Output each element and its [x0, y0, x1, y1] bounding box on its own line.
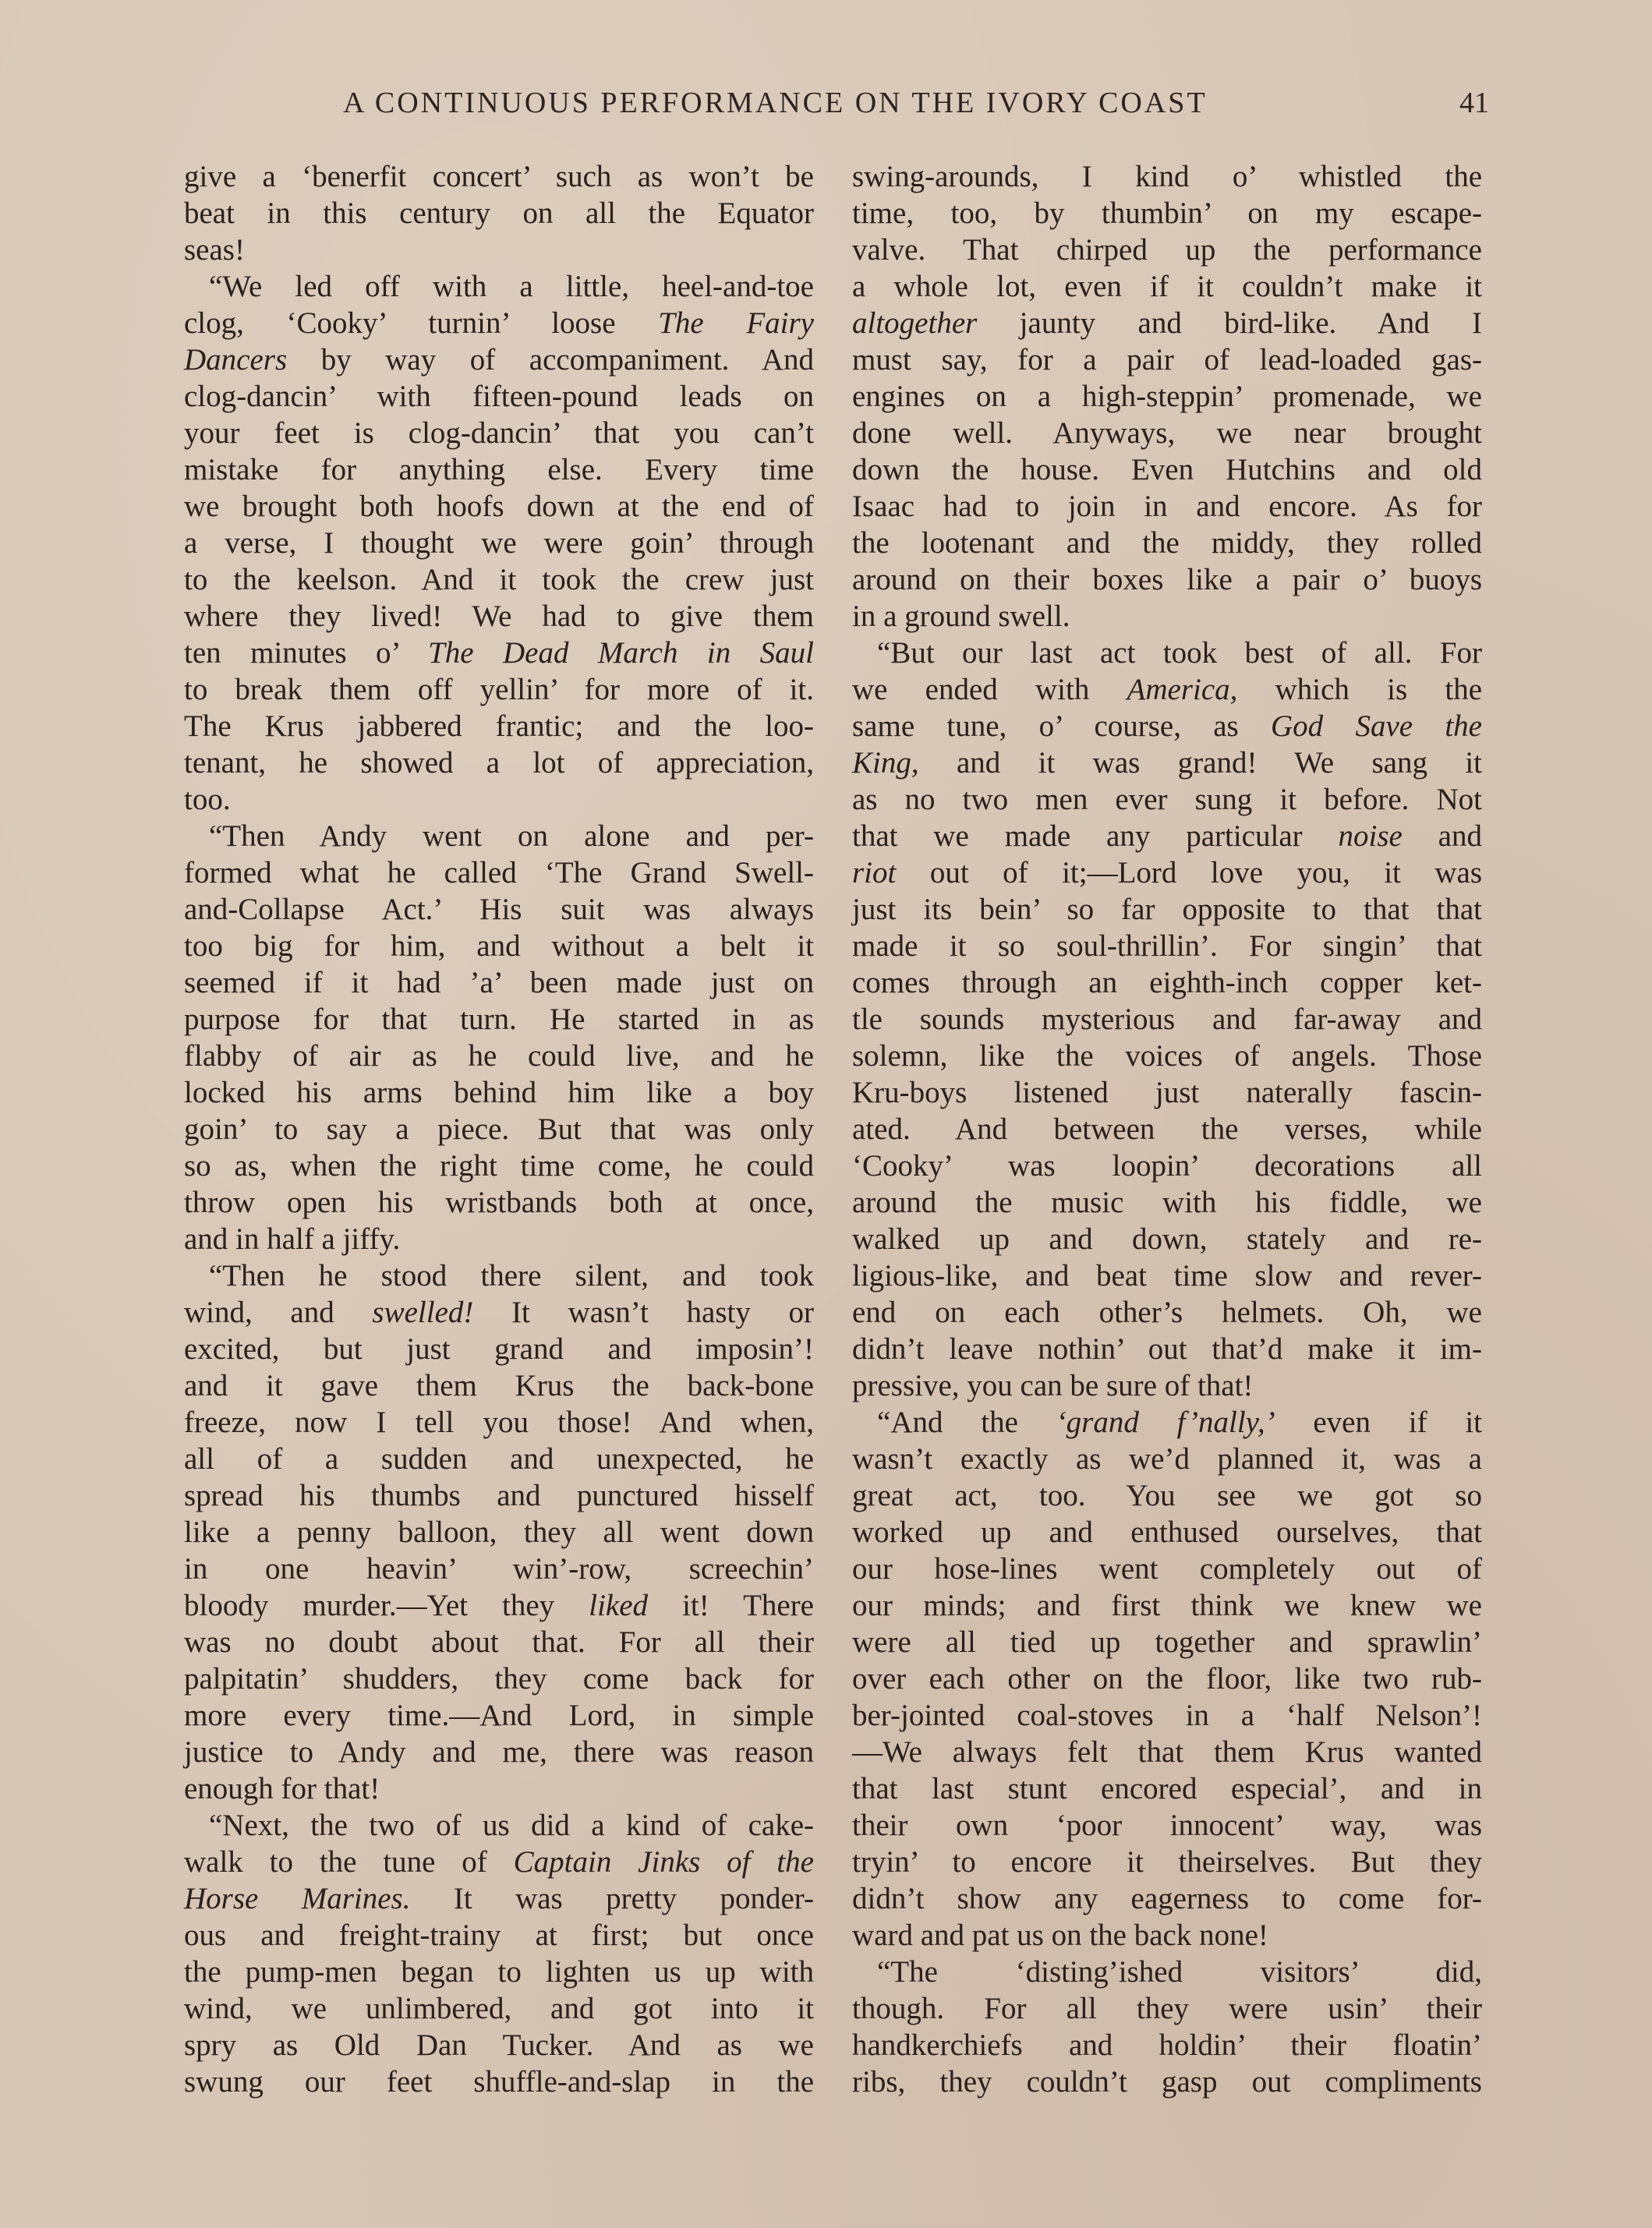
text-line: ‘Cooky’ was loopin’ decorations all	[852, 1149, 1482, 1183]
text-line: though. For all they were usin’ their	[852, 1992, 1482, 2025]
text-line: where they lived! We had to give them	[184, 599, 814, 633]
text-line: great act, too. You see we got so	[852, 1479, 1482, 1512]
text-line: justice to Andy and me, there was reason	[184, 1735, 814, 1769]
text-line: throw open his wristbands both at once,	[184, 1186, 814, 1219]
text-line: and it gave them Krus the back-bone	[184, 1369, 814, 1402]
text-line	[184, 635, 814, 671]
italic-title: The Dead March in Saul	[428, 636, 814, 670]
text-line	[184, 1294, 814, 1331]
text-line: down the house. Even Hutchins and old	[852, 453, 1482, 486]
text-line: freeze, now I tell you those! And when,	[184, 1406, 814, 1439]
text-line: around on their boxes like a pair o’ buoys	[852, 563, 1482, 596]
italic-title: King,	[852, 746, 919, 780]
text-line: over each other on the floor, like two rub-	[852, 1662, 1482, 1696]
text-line: wasn’t exactly as we’d planned it, was a	[852, 1442, 1482, 1476]
text-span: that we made any particular	[852, 819, 1339, 853]
text-line: to the keelson. And it took the crew just	[184, 563, 814, 596]
text-line: like a penny balloon, they all went down	[184, 1515, 814, 1549]
text-line	[852, 305, 1482, 341]
text-line: flabby of air as he could live, and he	[184, 1039, 814, 1073]
right-column	[852, 158, 1482, 2100]
text-line: excited, but just grand and imposin’!	[184, 1332, 814, 1366]
text-line: our hose-lines went completely out of	[852, 1552, 1482, 1586]
text-line: purpose for that turn. He started in as	[184, 1003, 814, 1036]
text-line: and-Collapse Act.’ His suit was always	[184, 893, 814, 926]
text-span: and	[1402, 819, 1482, 853]
text-span: it! There	[648, 1589, 814, 1622]
text-line: swung our feet shuffle-and-slap in the	[184, 2065, 814, 2099]
text-line: their own ‘poor innocent’ way, was	[852, 1809, 1482, 1842]
text-line: as no two men ever sung it before. Not	[852, 783, 1482, 816]
text-line: pressive, you can be sure of that!	[852, 1369, 1254, 1402]
text-line: palpitatin’ shudders, they come back for	[184, 1662, 814, 1696]
text-line: “The ‘disting’ished visitors’ did,	[877, 1955, 1482, 1989]
text-line: ward and pat us on the back none!	[852, 1919, 1268, 1952]
text-line	[852, 818, 1482, 854]
text-span: which is the	[1237, 673, 1482, 706]
italic-word: noise	[1338, 819, 1403, 853]
text-line: to break them off yellin’ for more of it.	[184, 673, 814, 706]
text-line: didn’t show any eagerness to come for-	[852, 1882, 1482, 1915]
text-line: in a ground swell.	[852, 599, 1070, 633]
text-line: a whole lot, even if it couldn’t make it	[852, 270, 1482, 303]
text-span: It wasn’t hasty or	[473, 1296, 815, 1329]
text-line: time, too, by thumbin’ on my escape-	[852, 196, 1482, 230]
text-line: didn’t leave nothin’ out that’d make it im-	[852, 1332, 1482, 1366]
italic-title: Captain Jinks of the	[513, 1845, 814, 1879]
text-line: comes through an eighth-inch copper ket-	[852, 966, 1482, 999]
text-line: The Krus jabbered frantic; and the loo-	[184, 709, 814, 743]
text-line: tenant, he showed a lot of appreciation,	[184, 746, 814, 780]
text-line: a verse, I thought we were goin’ through	[184, 526, 814, 560]
text-span: we ended with	[852, 673, 1127, 706]
text-line: goin’ to say a piece. But that was only	[184, 1112, 814, 1146]
text-line: the pump-men began to lighten us up with	[184, 1955, 814, 1989]
text-line: ated. And between the verses, while	[852, 1112, 1482, 1146]
text-line: “But our last act took best of all. For	[877, 636, 1482, 670]
text-line	[184, 1844, 814, 1880]
text-line	[852, 744, 1482, 781]
text-span: ten minutes o’	[184, 636, 429, 670]
text-span: bloody murder.—Yet they	[184, 1589, 589, 1622]
text-line: and in half a jiffy.	[184, 1222, 401, 1256]
text-line: handkerchiefs and holdin’ their floatin’	[852, 2028, 1482, 2062]
text-span: clog, ‘Cooky’ turnin’ loose	[184, 306, 659, 340]
text-line	[852, 671, 1482, 708]
text-line	[184, 341, 814, 378]
text-line: was no doubt about that. For all their	[184, 1625, 814, 1659]
text-line: worked up and enthused ourselves, that	[852, 1515, 1482, 1549]
text-line: that last stunt encored especial’, and in	[852, 1772, 1482, 1805]
text-line: give a ‘benerfit concert’ such as won’t be	[184, 160, 814, 193]
text-line: clog-dancin’ with fifteen-pound leads on	[184, 380, 814, 413]
text-line: your feet is clog-dancin’ that you can’t	[184, 416, 814, 450]
italic-title: America,	[1127, 673, 1238, 706]
text-line: engines on a high-steppin’ promenade, we	[852, 380, 1482, 413]
italic-title: Dancers	[184, 343, 288, 377]
text-line: made it so soul-thrillin’. For singin’ that	[852, 929, 1482, 963]
text-line: valve. That chirped up the performance	[852, 233, 1482, 267]
text-line: in one heavin’ win’-row, screechin’	[184, 1552, 814, 1586]
text-line: our minds; and first think we knew we	[852, 1589, 1482, 1622]
text-line: solemn, like the voices of angels. Those	[852, 1039, 1482, 1073]
text-line: spread his thumbs and punctured hisself	[184, 1479, 814, 1512]
text-line	[852, 1404, 1482, 1441]
text-line: too big for him, and without a belt it	[184, 929, 814, 963]
text-span: out of it;—Lord love you, it was	[896, 856, 1482, 889]
italic-word: liked	[589, 1589, 649, 1622]
text-line: “Then Andy went on alone and per-	[209, 819, 814, 853]
text-line: Kru-boys listened just naterally fascin-	[852, 1076, 1482, 1109]
text-line: spry as Old Dan Tucker. And as we	[184, 2028, 814, 2062]
italic-title: God Save the	[1271, 709, 1482, 743]
text-line: seas!	[184, 233, 245, 267]
text-span: even if it	[1275, 1406, 1482, 1439]
text-line: “Next, the two of us did a kind of cake-	[209, 1809, 814, 1842]
italic-word: swelled!	[372, 1296, 474, 1329]
page-number: 41	[1459, 87, 1489, 119]
text-line: the lootenant and the middy, they rolled	[852, 526, 1482, 560]
text-line: more every time.—And Lord, in simple	[184, 1699, 814, 1732]
text-line	[184, 305, 814, 341]
text-line	[184, 1880, 814, 1917]
text-line: “We led off with a little, heel-and-toe	[209, 270, 814, 303]
italic-word: ‘grand f’nally,’	[1056, 1406, 1275, 1439]
text-line: beat in this century on all the Equator	[184, 196, 814, 230]
text-line: all of a sudden and unexpected, he	[184, 1442, 814, 1476]
italic-title: The Fairy	[658, 306, 814, 340]
italic-title: Horse Marines.	[184, 1882, 411, 1915]
text-line: Isaac had to join in and encore. As for	[852, 490, 1482, 523]
text-line: ous and freight-trainy at first; but once	[184, 1919, 814, 1952]
italic-word: riot	[852, 856, 897, 889]
text-line: mistake for anything else. Every time	[184, 453, 814, 486]
text-line: so as, when the right time come, he could	[184, 1149, 814, 1183]
text-line: “Then he stood there silent, and took	[209, 1259, 814, 1293]
text-line: around the music with his fiddle, we	[852, 1186, 1482, 1219]
text-line: end on each other’s helmets. Oh, we	[852, 1296, 1482, 1329]
text-line: formed what he called ‘The Grand Swell-	[184, 856, 814, 889]
text-span: wind, and	[184, 1296, 373, 1329]
text-line: seemed if it had ’a’ been made just on	[184, 966, 814, 999]
text-line	[852, 708, 1482, 744]
text-line: must say, for a pair of lead-loaded gas-	[852, 343, 1482, 377]
text-line: tle sounds mysterious and far-away and	[852, 1003, 1482, 1036]
text-line: just its bein’ so far opposite to that that	[852, 893, 1482, 926]
text-line: done well. Anyways, we near brought	[852, 416, 1482, 450]
text-line: ber-jointed coal-stoves in a ‘half Nelson’!	[852, 1699, 1482, 1732]
text-line	[184, 1587, 814, 1624]
text-line: —We always felt that them Krus wanted	[852, 1735, 1482, 1769]
text-line: walked up and down, stately and re-	[852, 1222, 1482, 1256]
italic-word: altogether	[852, 306, 978, 340]
left-column	[184, 158, 814, 2100]
text-span: same tune, o’ course, as	[852, 709, 1272, 743]
text-span: and it was grand! We sang it	[918, 746, 1482, 780]
text-line: swing-arounds, I kind o’ whistled the	[852, 160, 1482, 193]
text-span: It was pretty ponder-	[410, 1882, 814, 1915]
text-span: by way of accompaniment. And	[287, 343, 814, 377]
text-span: walk to the tune of	[184, 1845, 514, 1879]
text-span: jaunty and bird-like. And I	[977, 306, 1482, 340]
text-line: enough for that!	[184, 1772, 380, 1805]
text-span: “And the	[877, 1406, 1056, 1439]
text-line: too.	[184, 783, 231, 816]
text-line: ribs, they couldn’t gasp out compliments	[852, 2065, 1482, 2099]
text-line	[852, 854, 1482, 891]
text-line: were all tied up together and sprawlin’	[852, 1625, 1482, 1659]
text-line: ligious-like, and beat time slow and rever-	[852, 1259, 1482, 1293]
text-line: we brought both hoofs down at the end of	[184, 490, 814, 523]
text-line: locked his arms behind him like a boy	[184, 1076, 814, 1109]
text-line: tryin’ to encore it theirselves. But they	[852, 1845, 1482, 1879]
text-line: wind, we unlimbered, and got into it	[184, 1992, 814, 2025]
running-title: A CONTINUOUS PERFORMANCE ON THE IVORY COAST	[343, 87, 1208, 119]
